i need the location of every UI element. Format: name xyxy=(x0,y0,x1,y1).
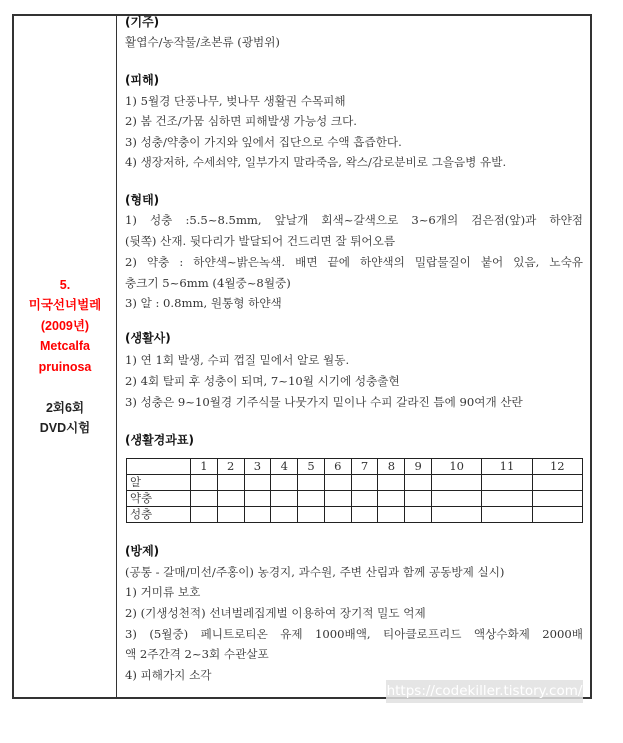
table-cell xyxy=(405,491,432,507)
control-line: 3) (5월중) 페니트로티온 유제 1000배액, 티아클로프리드 액상수화제 2000배 xyxy=(125,627,583,641)
life-table-row-egg xyxy=(127,475,583,491)
table-cell xyxy=(432,475,482,491)
table-cell xyxy=(298,491,325,507)
table-cell xyxy=(244,475,271,491)
control-line: 1) 거미류 보호 xyxy=(125,585,201,599)
table-cell xyxy=(244,507,271,523)
morphology-line: (뒷쪽) 산재. 뒷다리가 발달되어 건드리면 잘 튀어오름 xyxy=(125,234,396,248)
morphology-line: 2) 약충 : 하얀색~밝은녹색. 배면 끝에 하얀색의 밀랍물질이 붙어 있음, 노숙유 xyxy=(125,255,583,269)
column-divider xyxy=(116,14,117,699)
month-header: 11 xyxy=(482,459,532,475)
table-cell xyxy=(532,475,582,491)
damage-line: 2) 봄 건조/가뭄 심하면 피해발생 가능성 크다. xyxy=(125,114,357,128)
table-cell xyxy=(532,507,582,523)
month-header: 9 xyxy=(405,459,432,475)
life-table-row-adult xyxy=(127,507,583,523)
month-header: 5 xyxy=(298,459,325,475)
table-cell xyxy=(351,507,378,523)
table-cell xyxy=(298,475,325,491)
section-heading-host: (기주) xyxy=(125,15,160,29)
life-history-line: 1) 연 1회 발생, 수피 껍질 밑에서 알로 월동. xyxy=(125,353,350,367)
table-cell xyxy=(191,507,218,523)
life-table-header-row xyxy=(127,459,583,475)
morphology-line: 3) 알 : 0.8mm, 원통형 하얀색 xyxy=(125,296,282,310)
table-cell xyxy=(244,491,271,507)
life-history-line: 3) 성충은 9~10월경 기주식물 나뭇가지 밑이나 수피 갈라진 틈에 90여개 산란 xyxy=(125,395,523,409)
table-cell xyxy=(271,491,298,507)
stage-label: 성충 xyxy=(127,507,191,523)
table-cell xyxy=(271,475,298,491)
table-cell xyxy=(405,475,432,491)
month-header: 7 xyxy=(351,459,378,475)
watermark-url: https://codekiller.tistory.com/ xyxy=(386,680,583,703)
life-table-row-nymph xyxy=(127,491,583,507)
species-year: (2009년) xyxy=(40,319,90,333)
table-cell xyxy=(432,507,482,523)
stage-label: 알 xyxy=(127,475,191,491)
table-cell xyxy=(482,507,532,523)
table-cell xyxy=(378,491,405,507)
morphology-line: 충크기 5~6mm (4월중~8월중) xyxy=(125,276,291,290)
control-line: 액 2주간격 2~3회 수관살포 xyxy=(125,647,269,661)
month-header: 1 xyxy=(191,459,218,475)
table-cell xyxy=(217,507,244,523)
species-scientific-epithet: pruinosa xyxy=(38,360,92,374)
month-header: 3 xyxy=(244,459,271,475)
exam-round: 2회6회 xyxy=(45,401,85,415)
table-cell xyxy=(217,475,244,491)
table-cell xyxy=(482,475,532,491)
table-cell xyxy=(191,475,218,491)
table-cell xyxy=(298,507,325,523)
damage-line: 4) 생장저하, 수세쇠약, 일부가지 말라죽음, 왁스/감로분비로 그을음병 유발. xyxy=(125,155,507,169)
table-cell xyxy=(217,491,244,507)
month-header: 6 xyxy=(324,459,351,475)
table-cell xyxy=(324,475,351,491)
month-header: 12 xyxy=(532,459,582,475)
species-scientific-genus: Metcalfa xyxy=(39,339,91,353)
species-korean-name: 미국선녀벌레 xyxy=(28,298,102,312)
species-label-cell xyxy=(14,14,116,699)
table-cell xyxy=(482,491,532,507)
table-cell xyxy=(432,491,482,507)
month-header: 10 xyxy=(432,459,482,475)
life-history-line: 2) 4회 탈피 후 성충이 되며, 7~10월 시기에 성충출현 xyxy=(125,374,400,388)
control-line: 2) (기생성천적) 선녀벌레집게벌 이용하여 장기적 밀도 억제 xyxy=(125,606,426,620)
table-cell xyxy=(324,491,351,507)
table-cell xyxy=(271,507,298,523)
life-cycle-table xyxy=(126,458,583,523)
table-cell xyxy=(378,507,405,523)
damage-line: 3) 성충/약충이 가지와 잎에서 집단으로 수액 흡즙한다. xyxy=(125,135,402,149)
table-cell xyxy=(378,475,405,491)
table-cell xyxy=(324,507,351,523)
damage-line: 1) 5월경 단풍나무, 벚나무 생활권 수목피해 xyxy=(125,94,346,108)
month-header: 8 xyxy=(378,459,405,475)
stage-label: 약충 xyxy=(127,491,191,507)
control-line: 4) 피해가지 소각 xyxy=(125,668,212,682)
table-cell xyxy=(532,491,582,507)
life-table-corner-cell xyxy=(127,459,191,475)
table-cell xyxy=(351,475,378,491)
control-line: (공통 - 갈매/미선/주홍이) 농경지, 과수원, 주변 산림과 함께 공동방제 실시) xyxy=(125,565,505,579)
section-heading-damage: (피해) xyxy=(125,73,160,87)
section-heading-life-table: (생활경과표) xyxy=(125,433,194,447)
table-cell xyxy=(351,491,378,507)
table-cell xyxy=(405,507,432,523)
month-header: 2 xyxy=(217,459,244,475)
section-heading-life-history: (생활사) xyxy=(125,331,171,345)
section-heading-control: (방제) xyxy=(125,544,160,558)
exam-type: DVD시험 xyxy=(39,421,91,435)
species-number: 5. xyxy=(59,278,71,292)
month-header: 4 xyxy=(271,459,298,475)
section-heading-morphology: (형태) xyxy=(125,193,160,207)
host-line: 활엽수/농작물/초본류 (광범위) xyxy=(125,35,280,49)
morphology-line: 1) 성충 :5.5~8.5mm, 앞날개 회색~갈색으로 3~6개의 검은점(앞)과 하얀점 xyxy=(125,213,583,227)
table-cell xyxy=(191,491,218,507)
